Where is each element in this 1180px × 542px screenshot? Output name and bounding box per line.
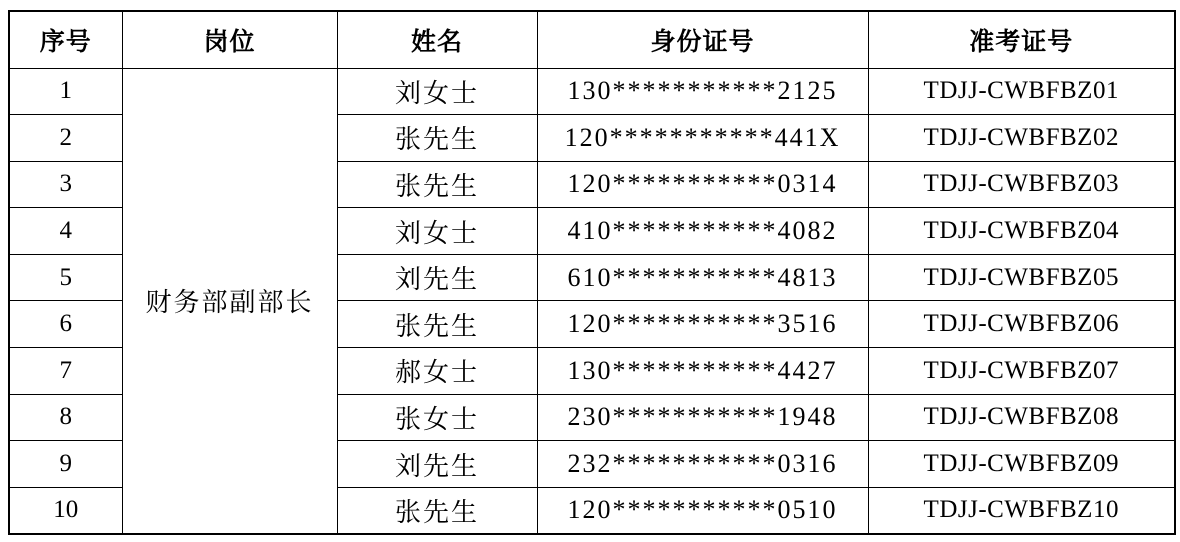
id-number-cell: 120***********3516 — [537, 301, 868, 348]
ticket-number-cell: TDJJ-CWBFBZ06 — [868, 301, 1175, 348]
header-ticket-number: 准考证号 — [868, 11, 1175, 68]
serial-cell: 9 — [9, 441, 122, 488]
id-number-cell: 232***********0316 — [537, 441, 868, 488]
name-cell: 张先生 — [337, 161, 537, 208]
header-name: 姓名 — [337, 11, 537, 68]
name-cell: 张女士 — [337, 394, 537, 441]
serial-cell: 4 — [9, 208, 122, 255]
table-row — [9, 68, 1175, 115]
ticket-number-cell: TDJJ-CWBFBZ10 — [868, 487, 1175, 534]
serial-cell: 7 — [9, 348, 122, 395]
id-number-cell: 410***********4082 — [537, 208, 868, 255]
ticket-number-cell: TDJJ-CWBFBZ08 — [868, 394, 1175, 441]
ticket-number-cell: TDJJ-CWBFBZ07 — [868, 348, 1175, 395]
ticket-number-cell: TDJJ-CWBFBZ09 — [868, 441, 1175, 488]
serial-cell: 2 — [9, 115, 122, 162]
id-number-cell: 120***********441X — [537, 115, 868, 162]
header-serial-number: 序号 — [9, 11, 122, 68]
name-cell: 郝女士 — [337, 348, 537, 395]
id-number-cell: 130***********4427 — [537, 348, 868, 395]
header-position: 岗位 — [122, 11, 337, 68]
header-id-number: 身份证号 — [537, 11, 868, 68]
position-merged-cell: 财务部副部长 — [122, 68, 337, 534]
serial-cell: 3 — [9, 161, 122, 208]
id-number-cell: 610***********4813 — [537, 254, 868, 301]
ticket-number-cell: TDJJ-CWBFBZ03 — [868, 161, 1175, 208]
id-number-cell: 130***********2125 — [537, 68, 868, 115]
ticket-number-cell: TDJJ-CWBFBZ05 — [868, 254, 1175, 301]
ticket-number-cell: TDJJ-CWBFBZ01 — [868, 68, 1175, 115]
name-cell: 刘女士 — [337, 208, 537, 255]
serial-cell: 6 — [9, 301, 122, 348]
ticket-number-cell: TDJJ-CWBFBZ04 — [868, 208, 1175, 255]
serial-cell: 8 — [9, 394, 122, 441]
candidate-roster-table — [8, 10, 1176, 535]
name-cell: 张先生 — [337, 301, 537, 348]
id-number-cell: 230***********1948 — [537, 394, 868, 441]
name-cell: 张先生 — [337, 115, 537, 162]
name-cell: 刘先生 — [337, 254, 537, 301]
header-row — [9, 11, 1175, 68]
serial-cell: 5 — [9, 254, 122, 301]
serial-cell: 10 — [9, 487, 122, 534]
name-cell: 刘女士 — [337, 68, 537, 115]
id-number-cell: 120***********0510 — [537, 487, 868, 534]
name-cell: 刘先生 — [337, 441, 537, 488]
ticket-number-cell: TDJJ-CWBFBZ02 — [868, 115, 1175, 162]
serial-cell: 1 — [9, 68, 122, 115]
id-number-cell: 120***********0314 — [537, 161, 868, 208]
name-cell: 张先生 — [337, 487, 537, 534]
